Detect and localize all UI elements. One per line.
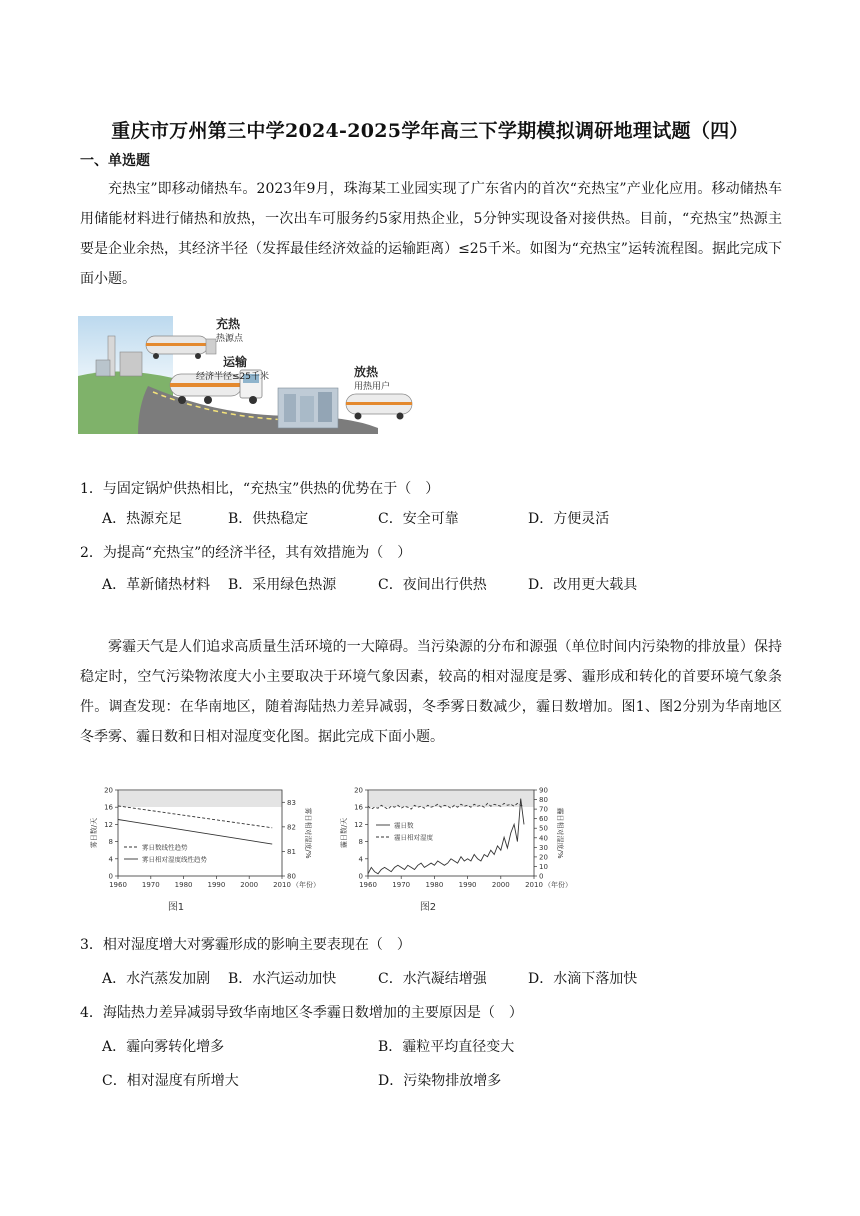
series-line-2 xyxy=(118,820,272,845)
series-line-1 xyxy=(118,806,272,828)
x-tick-label: 2010 xyxy=(525,881,543,889)
heat-transport-illustration xyxy=(78,316,423,434)
x-tick-label: 1960 xyxy=(359,881,377,889)
chart-fig1 xyxy=(80,778,340,918)
question-3: 3．相对湿度增大对雾霾形成的影响主要表现在（ ） xyxy=(80,937,411,953)
y-right-tick-label: 40 xyxy=(539,834,548,843)
y-left-axis-label: 雾日数/天 xyxy=(90,817,98,849)
y-right-tick-label: 90 xyxy=(539,786,548,795)
x-axis-label: （年份） xyxy=(292,881,320,889)
q2-option-b: B．采用绿色热源 xyxy=(228,577,337,593)
question-4-options-row1 xyxy=(102,1036,514,1056)
x-tick-label: 1970 xyxy=(392,881,411,889)
chart-caption: 图2 xyxy=(419,902,437,913)
label-charge: 充热 xyxy=(216,317,241,331)
x-tick-label: 1990 xyxy=(207,881,226,889)
question-2: 2．为提高“充热宝”的经济半径，其有效措施为（ ） xyxy=(80,545,412,561)
q1-option-d: D．方便灵活 xyxy=(528,511,610,527)
y-left-tick-label: 8 xyxy=(108,838,113,847)
y-right-tick-label: 80 xyxy=(539,796,548,805)
q3-option-d: D．水滴下落加快 xyxy=(528,971,638,987)
page-title: 重庆市万州第三中学2024-2025学年高三下学期模拟调研地理试题（四） xyxy=(111,120,749,142)
q3-option-b: B．水汽运动加快 xyxy=(228,971,337,987)
label-charge-sub: 热源点 xyxy=(216,334,244,344)
y-left-tick-label: 12 xyxy=(354,820,363,829)
y-right-axis-label: 霾日相对湿度/% xyxy=(556,807,564,859)
chart-band xyxy=(118,791,282,807)
chart-caption: 图1 xyxy=(167,902,185,913)
x-tick-label: 1960 xyxy=(109,881,127,889)
q4-option-a: A．霾向雾转化增多 xyxy=(102,1039,225,1055)
x-tick-label: 1980 xyxy=(425,881,444,889)
legend-label: 霾日相对湿度 xyxy=(394,833,433,842)
passage-1: 充热宝”即移动储热车。2023年9月，珠海某工业园实现了广东省内的首次“充热宝”产业化应用。移动储热车用储能材料进行储热和放热，一次出车可服务约5家用热企业，5分钟实现设备对接供热。目前，“充热宝”热源主要是企业余热，其经济半径（发挥最佳经济效益的运输距离）≤25千米。如图为“充热宝”运转流程图。据此完成下面小题。 xyxy=(80,181,782,287)
y-left-tick-label: 4 xyxy=(358,855,363,864)
q1-option-a: A．热源充足 xyxy=(102,511,183,527)
x-tick-label: 2010 xyxy=(273,881,291,889)
x-axis-label: （年份） xyxy=(544,881,572,889)
y-right-tick-label: 80 xyxy=(287,872,296,881)
y-left-tick-label: 20 xyxy=(104,786,113,795)
y-left-axis-label: 霾日数/天 xyxy=(340,817,348,849)
q1-option-c: C．安全可靠 xyxy=(378,511,459,527)
y-left-tick-label: 16 xyxy=(104,803,113,812)
question-2-options xyxy=(102,574,637,594)
label-release: 放热 xyxy=(354,365,379,379)
q1-option-b: B．供热稳定 xyxy=(228,511,309,527)
y-right-tick-label: 83 xyxy=(287,798,296,807)
y-left-tick-label: 12 xyxy=(104,820,113,829)
q4-option-d: D．污染物排放增多 xyxy=(378,1073,502,1089)
section-heading: 一、单选题 xyxy=(80,153,150,169)
q4-option-b: B．霾粒平均直径变大 xyxy=(378,1039,515,1055)
q2-option-a: A．革新储热材料 xyxy=(102,577,211,593)
question-1-options xyxy=(102,508,609,528)
q2-option-c: C．夜间出行供热 xyxy=(378,577,487,593)
passage-2: 雾霾天气是人们追求高质量生活环境的一大障碍。当污染源的分布和源强（单位时间内污染物的排放量）保持稳定时，空气污染物浓度大小主要取决于环境气象因素，较高的相对湿度是雾、霾形成和转化的首要环境气象条件。调查发现：在华南地区，随着海陆热力差异减弱，冬季雾日数减少，霾日数增加。图1、图2分别为华南地区冬季雾、霾日数和日相对湿度变化图。据此完成下面小题。 xyxy=(80,639,782,745)
y-left-tick-label: 20 xyxy=(354,786,363,795)
x-tick-label: 2000 xyxy=(240,881,259,889)
question-3-options xyxy=(102,968,637,988)
y-left-tick-label: 16 xyxy=(354,803,363,812)
y-left-tick-label: 4 xyxy=(108,855,113,864)
y-left-tick-label: 8 xyxy=(358,838,363,847)
y-right-tick-label: 10 xyxy=(539,862,548,871)
y-right-tick-label: 0 xyxy=(539,872,544,881)
label-release-sub: 用热用户 xyxy=(354,382,391,392)
y-right-tick-label: 82 xyxy=(287,823,296,832)
legend-label: 霾日数 xyxy=(394,821,414,830)
question-4-options-row2 xyxy=(102,1070,501,1090)
y-right-axis-label: 雾日相对湿度/% xyxy=(304,807,312,859)
legend-label: 雾日相对湿度线性趋势 xyxy=(142,855,207,864)
y-left-tick-label: 0 xyxy=(358,872,363,881)
y-right-tick-label: 50 xyxy=(539,824,548,833)
x-tick-label: 1970 xyxy=(141,881,160,889)
question-1: 1．与固定锅炉供热相比，“充热宝”供热的优势在于（ ） xyxy=(80,481,440,497)
y-left-tick-label: 0 xyxy=(108,872,113,881)
y-right-tick-label: 81 xyxy=(287,847,296,856)
y-right-tick-label: 20 xyxy=(539,853,548,862)
series-line-1 xyxy=(368,799,524,874)
y-right-tick-label: 60 xyxy=(539,815,548,824)
q4-option-c: C．相对湿度有所增大 xyxy=(102,1073,239,1089)
y-right-tick-label: 30 xyxy=(539,843,548,852)
x-tick-label: 1980 xyxy=(174,881,193,889)
y-right-tick-label: 70 xyxy=(539,805,548,814)
legend-label: 雾日数线性趋势 xyxy=(142,843,188,852)
q3-option-c: C．水汽凝结增强 xyxy=(378,971,487,987)
q2-option-d: D．改用更大载具 xyxy=(528,577,638,593)
question-4: 4．海陆热力差异减弱导致华南地区冬季霾日数增加的主要原因是（ ） xyxy=(80,1005,523,1021)
x-tick-label: 2000 xyxy=(491,881,510,889)
q3-option-a: A．水汽蒸发加剧 xyxy=(102,971,211,987)
chart-fig2 xyxy=(340,778,586,918)
x-tick-label: 1990 xyxy=(458,881,477,889)
label-transport: 运输 xyxy=(223,355,248,369)
label-transport-sub: 经济半径≤25千米 xyxy=(196,372,269,382)
